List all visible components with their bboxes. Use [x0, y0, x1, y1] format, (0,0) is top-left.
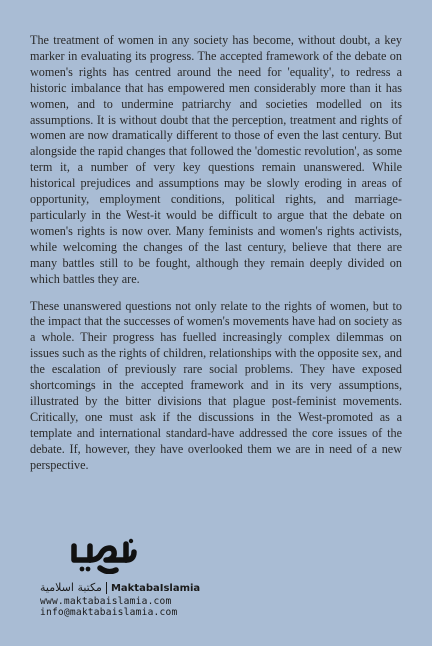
- publisher-arabic-name: مكتبة اسلامية: [40, 581, 102, 594]
- publisher-name-row: [40, 581, 200, 594]
- publisher-latin-name: MaktabaIslamia: [110, 583, 201, 594]
- blurb-text: [30, 33, 402, 473]
- publisher-email: info@maktabaislamia.com: [40, 607, 178, 618]
- blurb-paragraph-2: These unanswered questions not only relate to the rights of women, but to the impact that the successes of women's movements have had on society as a whole. Their progress has fuelled increasingly complex dilemmas on issues such as the rights of children, relationships with the opposite sex, and the escalation of previously rare social problems. They have exposed shortcomings in the accepted framework and in its very assumptions, illustrated by the bitter divisions that plague post-feminist movements. Critically, one must ask if the discussions in the West-promoted as a template and international standard-have addressed the core issues of the debate. If, however, they have overlooked them we are in need of a new perspective.: [30, 298, 402, 472]
- publisher-website: www.maktabaislamia.com: [40, 596, 172, 607]
- name-divider: [106, 582, 107, 594]
- blurb-paragraph-1: The treatment of women in any society has become, without doubt, a key marker in evaluating its progress. The accepted framework of the debate on women's rights has centred around the need for 'equality', to redress a historic imbalance that has empowered men considerably more than it has women, and to undermine patriarchy and societies modelled on its assumptions. It is without doubt that the perception, treatment and rights of women are now dramatically different to those of even the last century. But alongside the rapid changes that followed the 'domestic revolution', as some term it, a number of very key questions remain unanswered. While historical prejudices and assumptions may be slowly eroding in areas of opportunity, employment conditions, political rights, and marriage-particularly in the West-it would be difficult to argue that the debate on women's rights is now over. Many feminists and women's rights activists, while welcoming the changes of the last century, believe that there are many battles still to be fought, although they remain deeply divided on which battles they are.: [30, 33, 402, 286]
- calligraphic-logo-icon: [68, 536, 138, 574]
